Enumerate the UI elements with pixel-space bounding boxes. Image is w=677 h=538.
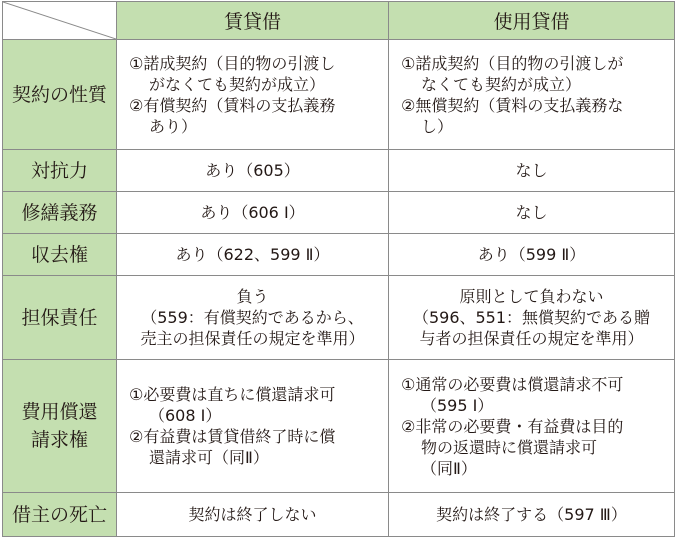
- comparison-table: [2, 1, 675, 537]
- row-header-expenses-line2: 請求権: [30, 429, 88, 451]
- expenses-loan-line2: （595 Ⅰ）: [421, 395, 494, 415]
- row-header-warranty: 担保責任: [3, 276, 117, 360]
- table-row: [3, 360, 675, 493]
- expenses-loan-line1: ①通常の必要費は償還請求不可: [401, 374, 624, 394]
- nature-lease-line3: ②有償契約（賃料の支払義務: [129, 95, 336, 115]
- expenses-lease-line4: 還請求可（同Ⅱ）: [149, 448, 269, 467]
- table-row: [3, 40, 675, 150]
- death-loan-cell: 契約は終了する（597 Ⅲ）: [389, 493, 675, 537]
- expenses-loan-line4: 物の返還時に償還請求可: [421, 437, 598, 457]
- warranty-lease-line2: （559：有償契約であるから、: [141, 308, 364, 327]
- header-row: [3, 2, 675, 40]
- row-header-repair: 修繕義務: [3, 192, 117, 234]
- repair-lease-cell: あり（606 Ⅰ）: [117, 192, 389, 234]
- warranty-lease-line1: 負う: [236, 287, 269, 306]
- row-header-expenses: [3, 360, 117, 493]
- warranty-lease-line3: 売主の担保責任の規定を準用）: [140, 329, 365, 348]
- warranty-loan-line2: （596、551：無償契約である贈: [412, 308, 651, 327]
- nature-loan-line1: ①諾成契約（目的物の引渡しが: [401, 53, 624, 73]
- nature-loan-line4: し）: [421, 116, 454, 136]
- warranty-loan-line1: 原則として負わない: [459, 287, 604, 306]
- expenses-lease-cell: [117, 360, 389, 493]
- table-row: [3, 234, 675, 276]
- table-row: [3, 150, 675, 192]
- nature-lease-line2: がなくても契約が成立）: [149, 74, 326, 94]
- corner-cell: [3, 2, 117, 40]
- nature-loan-line2: なくても契約が成立）: [421, 74, 582, 94]
- table-row: [3, 192, 675, 234]
- opposability-lease-cell: あり（605）: [117, 150, 389, 192]
- death-lease-cell: 契約は終了しない: [117, 493, 389, 537]
- removal-lease-cell: あり（622、599 Ⅱ）: [117, 234, 389, 276]
- nature-lease-cell: [117, 40, 389, 150]
- table-row: [3, 276, 675, 360]
- table-row: [3, 493, 675, 537]
- row-header-opposability: 対抗力: [3, 150, 117, 192]
- nature-lease-line1: ①諾成契約（目的物の引渡し: [129, 53, 336, 73]
- nature-loan-cell: [389, 40, 675, 150]
- expenses-loan-line5: （同Ⅱ）: [421, 458, 477, 478]
- warranty-loan-cell: [389, 276, 675, 360]
- row-header-removal: 収去権: [3, 234, 117, 276]
- column-header-lease: 賃貸借: [117, 2, 389, 40]
- warranty-lease-cell: [117, 276, 389, 360]
- repair-loan-cell: なし: [389, 192, 675, 234]
- expenses-lease-line1: ①必要費は直ちに償還請求可: [129, 385, 336, 404]
- expenses-lease-line3: ②有益費は賃貸借終了時に償: [129, 427, 336, 446]
- expenses-loan-cell: [389, 360, 675, 493]
- row-header-nature: 契約の性質: [3, 40, 117, 150]
- expenses-lease-line2: （608 Ⅰ）: [149, 406, 222, 425]
- expenses-loan-line3: ②非常の必要費・有益費は目的: [401, 416, 624, 436]
- warranty-loan-line3: 与者の担保責任の規定を準用）: [419, 329, 644, 348]
- nature-loan-line3: ②無償契約（賃料の支払義務な: [401, 95, 624, 115]
- nature-lease-line4: あり）: [149, 116, 198, 136]
- diagonal-line: [3, 2, 116, 39]
- row-header-death: 借主の死亡: [3, 493, 117, 537]
- row-header-expenses-line1: 費用償還: [21, 401, 98, 423]
- opposability-loan-cell: なし: [389, 150, 675, 192]
- column-header-loan: 使用貸借: [389, 2, 675, 40]
- removal-loan-cell: あり（599 Ⅱ）: [389, 234, 675, 276]
